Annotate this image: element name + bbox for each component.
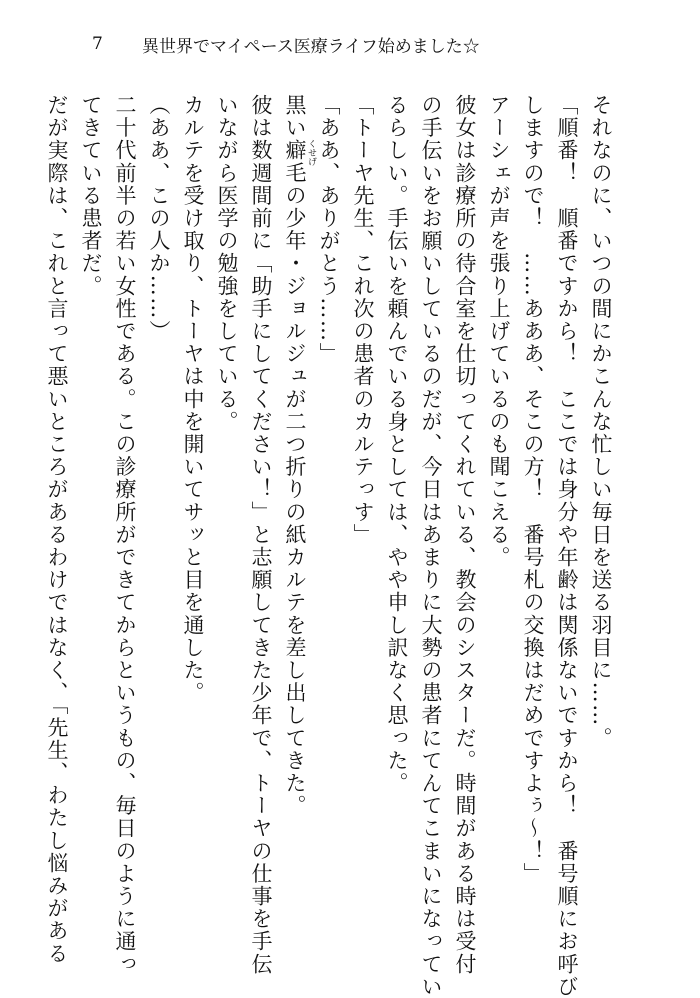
- text-line: それなのに、いつの間にかこんな忙しい毎日を送る羽目に……。: [589, 94, 613, 750]
- text-line: だが実際は、これと言って悪いところがあるわけではなく、「先生、わたし悩みがある: [45, 94, 69, 965]
- ruby-base: 癖毛 くせげ: [283, 139, 316, 185]
- text-line: 二十代前半の若い女性である。この診療所ができてからというもの、毎日のように通っ: [113, 94, 137, 976]
- text-line: 「順番！ 順番ですから！ ここでは身分や年齢は関係ないですから！ 番号順にお呼び: [555, 94, 579, 998]
- text-line: 「トーヤ先生、これ次の患者のカルテっす」: [351, 94, 375, 546]
- text-line: アーシェが声を張り上げているのも聞こえる。: [487, 94, 511, 569]
- text-line: カルテを受け取り、トーヤは中を開いてサッと目を通した。: [181, 94, 205, 705]
- body-text: [40, 94, 618, 998]
- text-line: 「ああ、ありがとう……」: [317, 94, 341, 366]
- text-line: 黒い癖毛 くせげ の少年・ジョルジュが二つ折りの紙カルテを差し出してきた。: [283, 94, 316, 818]
- furigana: くせげ: [306, 139, 316, 167]
- text-line: 彼は数週間前に「助手にしてください！」と志願してきた少年で、トーヤの仕事を手伝: [249, 94, 273, 976]
- book-title: 異世界でマイペース医療ライフ始めました☆: [142, 36, 480, 57]
- text-line: てきている患者だ。: [79, 94, 103, 298]
- text-line: 彼女は診療所の待合室を仕切ってくれている、教会のシスターだ。時間がある時は受付: [453, 94, 477, 976]
- text-line: しますので！ ……あああ、そこの方！ 番号札の交換はだめですよぅ～！」: [521, 94, 545, 885]
- text-line: （ああ、この人か……）: [147, 94, 171, 343]
- text-line: の手伝いをお願いしているのだが、今日はあまりに大勢の患者にてんてこまいになってい: [419, 94, 443, 998]
- text-line: るらしい。手伝いを頼んでいる身としては、やや申し訳なく思った。: [385, 94, 409, 795]
- page-number: 7: [92, 34, 103, 54]
- text-line: いながら医学の勉強をしている。: [215, 94, 239, 433]
- running-header: [92, 32, 480, 56]
